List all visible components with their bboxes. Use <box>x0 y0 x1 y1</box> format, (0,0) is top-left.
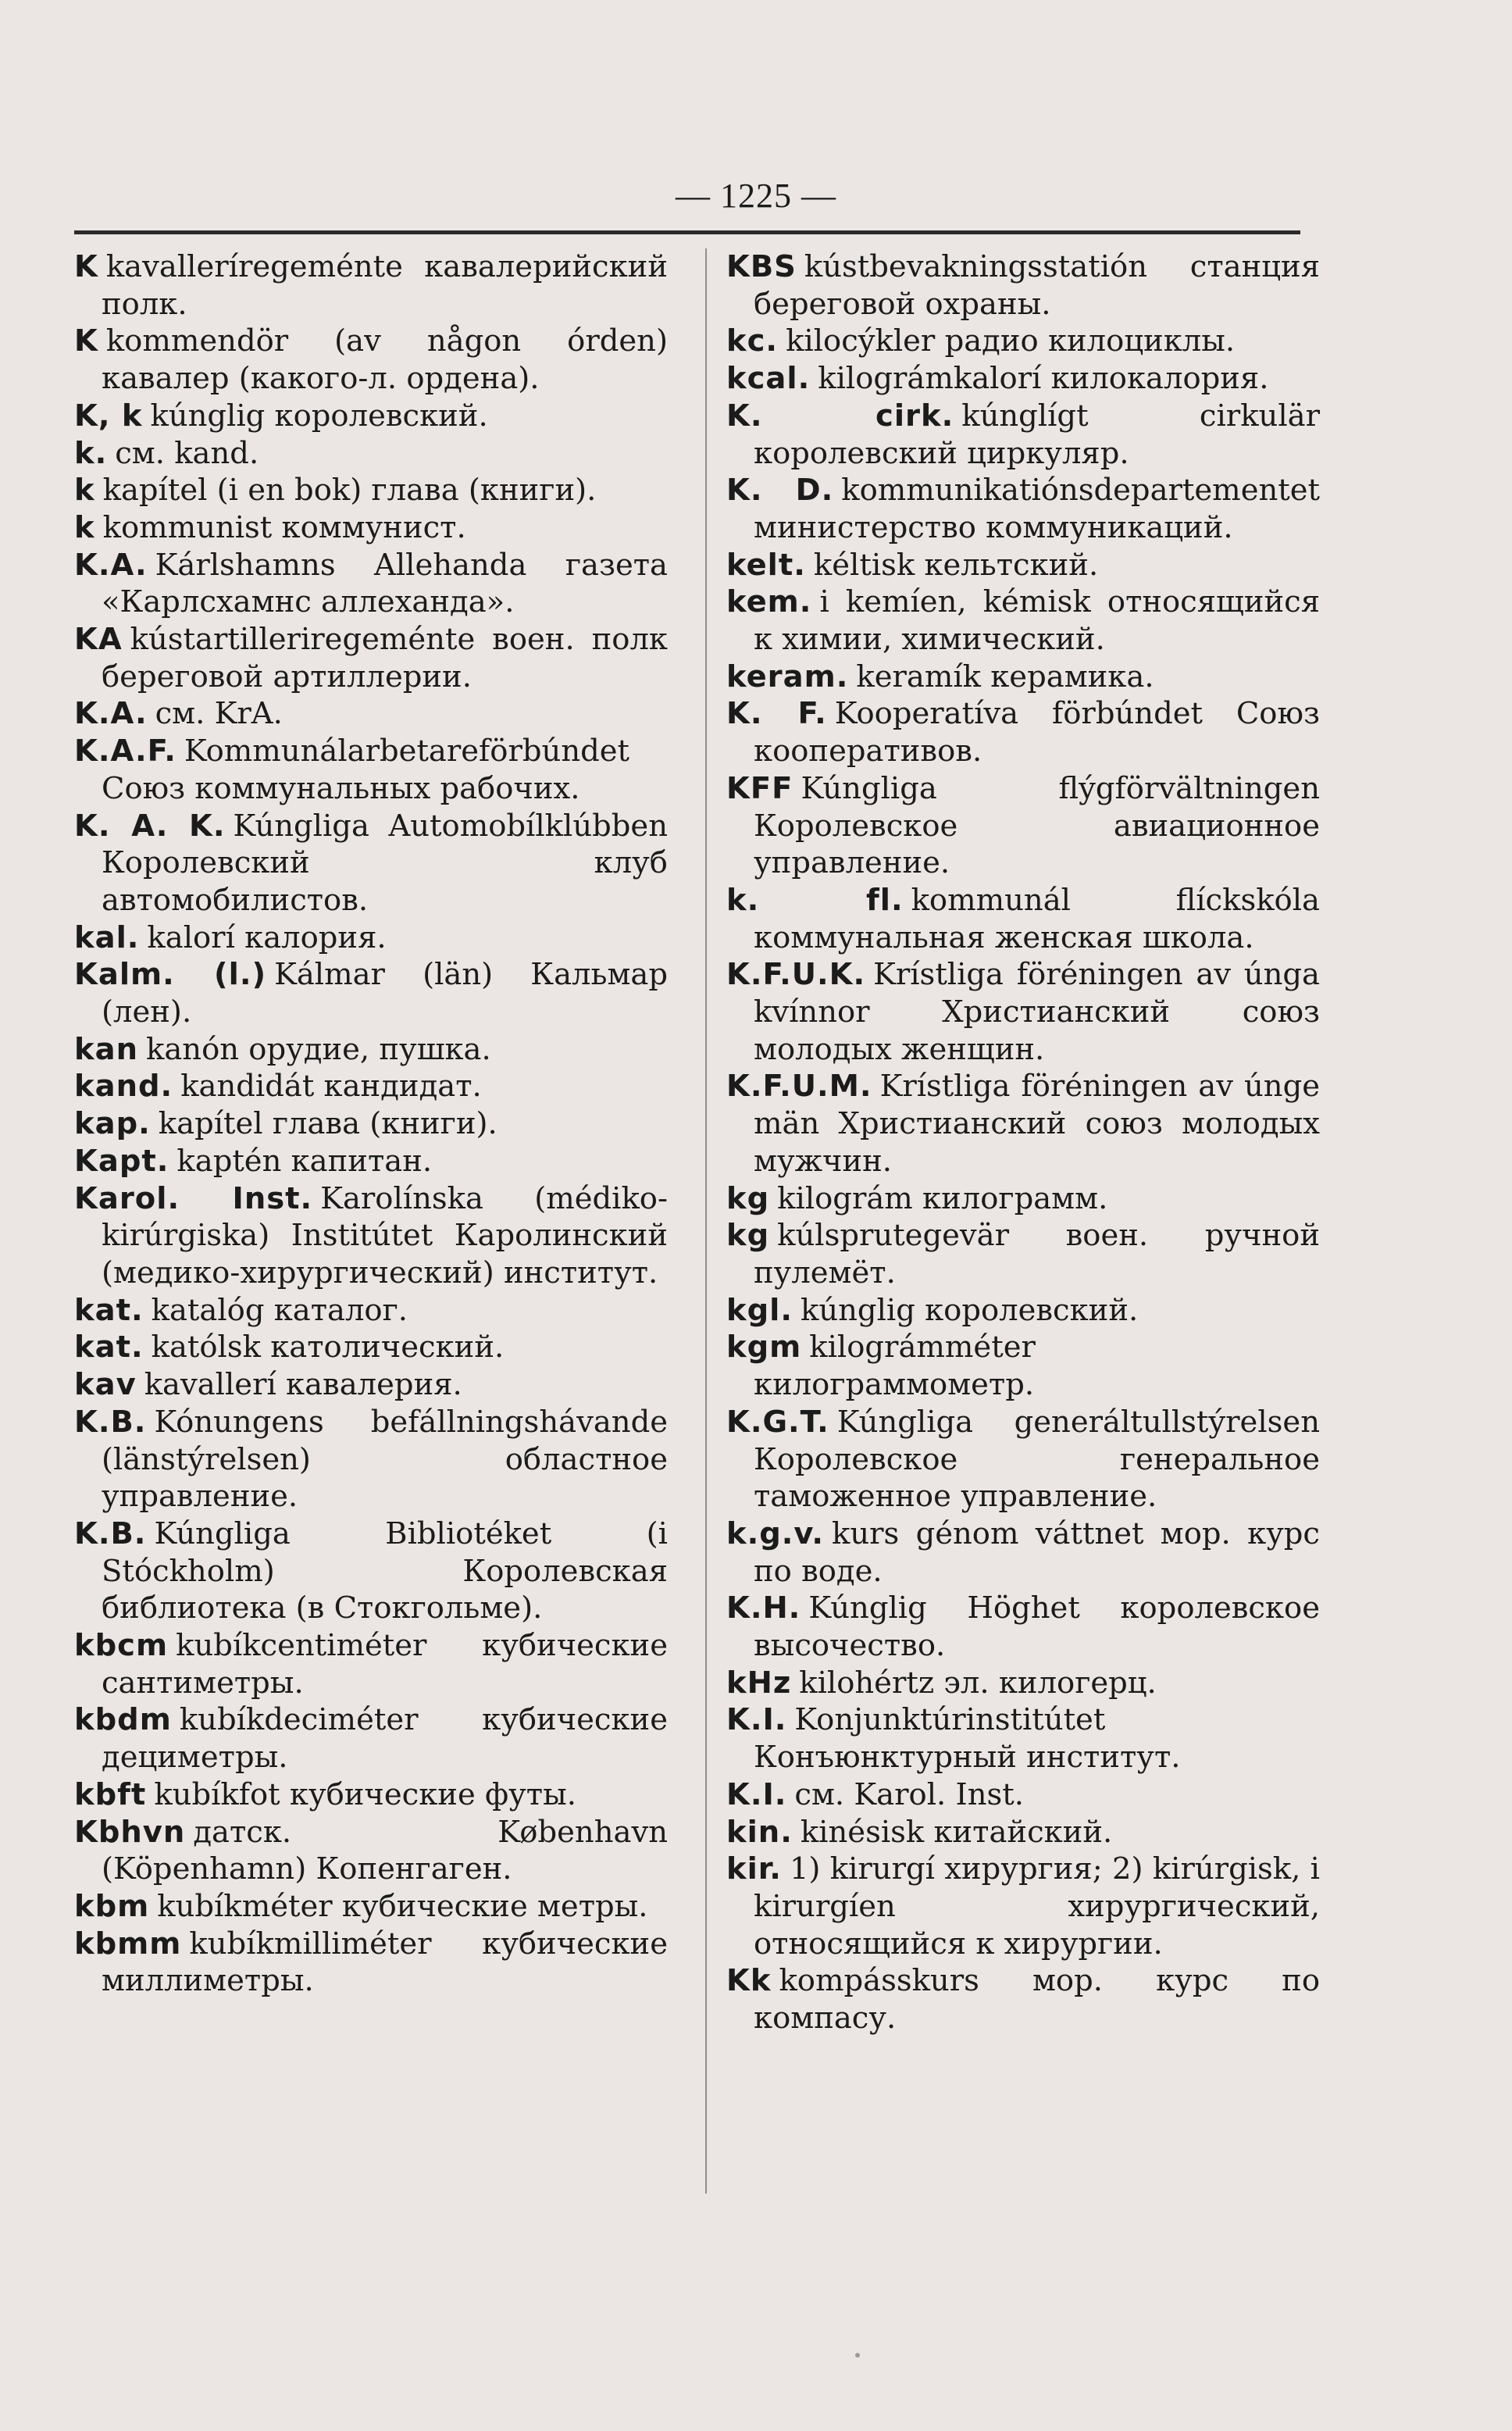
entry-definition: Karolínska (médiko-kirúrgiska) Institútet Каролинский (медико-хирургический) институт. <box>102 1180 668 1290</box>
dictionary-entry <box>74 1515 668 1627</box>
dictionary-entry <box>74 919 668 957</box>
entry-abbreviation: kal. <box>74 919 140 955</box>
entry-definition: kompásskurs мор. курс по компасу. <box>754 1963 1320 2037</box>
dictionary-entry <box>726 1665 1320 1702</box>
entry-definition: Kúnglig Höghet королевское высочество. <box>754 1590 1320 1664</box>
entry-definition: kilohértz эл. килогерц. <box>799 1665 1157 1701</box>
dictionary-entry <box>726 1329 1320 1403</box>
entry-abbreviation: kan <box>74 1031 138 1067</box>
dictionary-entry <box>74 509 668 547</box>
entry-abbreviation: Kk <box>726 1963 772 1999</box>
dictionary-entry <box>726 472 1320 546</box>
dictionary-entry <box>74 323 668 397</box>
entry-abbreviation: K.B. <box>74 1404 147 1440</box>
dictionary-entry <box>726 1590 1320 1664</box>
entry-abbreviation: kcal. <box>726 361 811 397</box>
dictionary-entry <box>74 621 668 695</box>
dictionary-entry <box>74 1105 668 1143</box>
entry-definition: kinésisk китайский. <box>800 1814 1113 1850</box>
dictionary-entry <box>726 360 1320 398</box>
entry-definition: kommunikatiónsdepartementet министерство коммуникаций. <box>754 473 1320 545</box>
dictionary-entry <box>74 1814 668 1888</box>
entry-abbreviation: k.g.v. <box>726 1515 824 1551</box>
entry-definition: kavalleríregeménte кавалерийский полк. <box>102 249 668 322</box>
dictionary-entry <box>74 1068 668 1105</box>
entry-abbreviation: K. F. <box>726 696 827 732</box>
dictionary-entry <box>726 248 1320 323</box>
entry-abbreviation: K.A.F. <box>74 734 177 769</box>
entry-definition: Kúngliga generáltullstýrelsen Королевское генеральное таможенное управление. <box>754 1404 1320 1515</box>
dictionary-entry <box>726 1292 1320 1330</box>
entry-definition: kommunál flíckskóla коммунальная женская школа. <box>754 882 1320 955</box>
entry-abbreviation: kav <box>74 1367 137 1403</box>
entry-definition: kommendör (av någon órden) кавалер (какого-л. ордена). <box>102 323 668 397</box>
dictionary-entry <box>726 1701 1320 1776</box>
entry-abbreviation: k <box>74 473 95 509</box>
entry-abbreviation: K.H. <box>726 1590 801 1626</box>
dictionary-entry <box>74 1031 668 1069</box>
entry-abbreviation: kin. <box>726 1814 793 1850</box>
dictionary-entry <box>74 547 668 621</box>
dictionary-entry <box>726 1776 1320 1814</box>
dictionary-entry <box>74 733 668 807</box>
dictionary-entry <box>726 1962 1320 2037</box>
dictionary-entry <box>74 956 668 1030</box>
dictionary-entry <box>74 1627 668 1701</box>
entry-definition: kaptén капитан. <box>177 1143 433 1179</box>
dictionary-entry <box>74 398 668 435</box>
entry-abbreviation: KA <box>74 622 123 658</box>
entry-definition: kéltisk кельтский. <box>813 547 1099 583</box>
entry-definition: Kónungens befállningshávande (länstýrelsen) областное управление. <box>102 1404 668 1515</box>
entry-definition: kapítel глава (книги). <box>158 1106 497 1142</box>
entry-abbreviation: kap. <box>74 1106 151 1142</box>
entry-abbreviation: Kalm. (l.) <box>74 957 267 993</box>
entry-abbreviation: kbdm <box>74 1702 172 1738</box>
dictionary-entry <box>726 1068 1320 1180</box>
entry-abbreviation: K.I. <box>726 1702 787 1738</box>
entry-abbreviation: K. A. K. <box>74 808 226 844</box>
dictionary-entry <box>74 695 668 733</box>
dictionary-entry <box>74 1926 668 2000</box>
entry-definition: katalóg каталог. <box>151 1292 408 1328</box>
entry-definition: Kúngliga Bibliotéket (i Stóckholm) Королевская библиотека (в Стокгольме). <box>102 1515 668 1626</box>
header-rule <box>74 230 1300 234</box>
entry-definition: Konjunktúrinstitútet Конъюнктурный институт. <box>754 1702 1181 1776</box>
entry-definition: 1) kirurgí хирургия; 2) kirúrgisk, i kirurgíen хирургический, относящийся к хирургии. <box>754 1851 1320 1962</box>
entry-definition: Kúngliga flýgförvältningen Королевское авиационное управление. <box>754 770 1320 881</box>
entry-definition: Kúngliga Automobílklúbben Королевский клуб автомобилистов. <box>102 808 668 918</box>
entry-definition: i kemíen, kémisk относящийся к химии, химический. <box>754 584 1320 658</box>
entry-definition: kapítel (i en bok) глава (книги). <box>102 473 597 509</box>
dictionary-entry <box>726 956 1320 1068</box>
entry-abbreviation: KFF <box>726 770 793 806</box>
entry-abbreviation: kbft <box>74 1776 147 1812</box>
entry-abbreviation: K.F.U.M. <box>726 1069 872 1105</box>
dictionary-entry <box>726 1217 1320 1291</box>
entry-abbreviation: K.A. <box>74 547 148 583</box>
entry-abbreviation: KBS <box>726 249 797 284</box>
entry-definition: Kommunálarbetareförbúndet Союз коммунальных рабочих. <box>102 734 630 806</box>
entry-definition: kilográmkalorí килокалория. <box>818 361 1269 397</box>
entry-abbreviation: K. cirk. <box>726 398 954 434</box>
entry-definition: katólsk католический. <box>151 1330 505 1365</box>
dictionary-entry <box>726 1814 1320 1851</box>
dictionary-entry <box>726 770 1320 882</box>
dictionary-entry <box>726 1180 1320 1218</box>
entry-definition: Kárlshamns Allehanda газета «Карлсхамнс аллеханда». <box>102 547 668 620</box>
entry-definition: kilográmméter килограммометр. <box>754 1330 1036 1403</box>
entry-abbreviation: kc. <box>726 323 779 359</box>
entry-definition: kústartilleriregeménte воен. полк береговой артиллерии. <box>102 622 668 694</box>
dictionary-entry <box>726 398 1320 472</box>
dictionary-entry <box>726 695 1320 769</box>
entry-definition: см. KrA. <box>155 696 283 732</box>
entry-abbreviation: kgl. <box>726 1292 793 1328</box>
dictionary-entry <box>74 1701 668 1776</box>
entry-definition: kubíkméter кубические метры. <box>157 1888 648 1924</box>
entry-abbreviation: kat. <box>74 1330 144 1365</box>
dictionary-entry <box>726 1515 1320 1590</box>
entry-abbreviation: K.B. <box>74 1515 147 1551</box>
entry-definition: kúnglig королевский. <box>150 398 488 434</box>
entry-definition: kubíkfot кубические футы. <box>154 1776 576 1812</box>
entry-abbreviation: K <box>74 323 98 359</box>
dictionary-entry <box>74 1329 668 1366</box>
entry-definition: kandidát кандидат. <box>180 1069 482 1105</box>
entry-definition: kurs génom váttnet мор. курс по воде. <box>754 1515 1320 1589</box>
entry-definition: kústbevakningsstatión станция береговой охраны. <box>754 249 1320 322</box>
entry-abbreviation: k. fl. <box>726 882 904 918</box>
entry-abbreviation: kg <box>726 1180 770 1216</box>
dictionary-entry <box>74 1888 668 1926</box>
dictionary-entry <box>726 1404 1320 1515</box>
entry-definition: датск. København (Köpenhamn) Копенгаген. <box>102 1814 668 1887</box>
entry-abbreviation: Kapt. <box>74 1143 169 1179</box>
entry-definition: kilográm килограмм. <box>777 1180 1108 1216</box>
dictionary-entry <box>74 1292 668 1330</box>
entry-abbreviation: K, k <box>74 398 143 434</box>
entry-abbreviation: kbm <box>74 1888 150 1924</box>
entry-definition: kubíkcentiméter кубические сантиметры. <box>102 1628 668 1701</box>
entry-abbreviation: kem. <box>726 584 812 620</box>
right-column <box>726 248 1320 2037</box>
entry-definition: Krístliga föréningen av únga kvínnor Христианский союз молодых женщин. <box>754 957 1320 1067</box>
dictionary-entry <box>74 808 668 919</box>
entry-abbreviation: kHz <box>726 1665 792 1701</box>
dictionary-entry <box>74 248 668 323</box>
entry-abbreviation: Kbhvn <box>74 1814 186 1850</box>
entry-definition: Kooperatíva förbúndet Союз кооперативов. <box>754 696 1320 769</box>
entry-definition: kubíkmilliméter кубические миллиметры. <box>102 1926 668 1999</box>
entry-abbreviation: kelt. <box>726 547 806 583</box>
column-divider <box>705 248 707 2194</box>
entry-definition: kanón орудие, пушка. <box>146 1031 491 1067</box>
entry-definition: Krístliga föréningen av únge män Христианский союз молодых мужчин. <box>754 1069 1320 1179</box>
entry-definition: см. kand. <box>115 435 259 471</box>
entry-definition: kúnglígt cirkulär королевский циркуляр. <box>754 398 1320 471</box>
entry-abbreviation: k <box>74 509 95 545</box>
entry-abbreviation: K. D. <box>726 473 834 509</box>
entry-definition: kavallerí кавалерия. <box>144 1367 462 1403</box>
page-number: — 1225 — <box>676 177 836 215</box>
dictionary-entry <box>726 882 1320 956</box>
entry-definition: kubíkdeciméter кубические дециметры. <box>102 1702 668 1776</box>
entry-abbreviation: kbmm <box>74 1926 182 1962</box>
entry-definition: kalorí калория. <box>147 919 387 955</box>
dictionary-entry <box>74 1404 668 1515</box>
entry-definition: kommunist коммунист. <box>102 509 466 545</box>
entry-abbreviation: Karol. Inst. <box>74 1180 313 1216</box>
dictionary-entry <box>74 1143 668 1180</box>
entry-definition: kúlsprutegevär воен. ручной пулемёт. <box>754 1218 1320 1290</box>
entry-definition: Kálmar (län) Кальмар (лен). <box>102 957 669 1030</box>
entry-abbreviation: K.G.T. <box>726 1404 829 1440</box>
dictionary-entry <box>726 1851 1320 1962</box>
entry-abbreviation: K.I. <box>726 1776 787 1812</box>
entry-abbreviation: K.F.U.K. <box>726 957 866 993</box>
entry-abbreviation: K <box>74 249 98 284</box>
entry-abbreviation: kir. <box>726 1851 782 1887</box>
entry-definition: kúnglig королевский. <box>801 1292 1139 1328</box>
dictionary-entry <box>726 584 1320 658</box>
entry-abbreviation: kgm <box>726 1330 802 1365</box>
entry-abbreviation: kg <box>726 1218 770 1254</box>
entry-abbreviation: k. <box>74 435 108 471</box>
dictionary-entry <box>74 1180 668 1292</box>
entry-abbreviation: K.A. <box>74 696 148 732</box>
dictionary-entry <box>74 435 668 473</box>
entry-abbreviation: kat. <box>74 1292 144 1328</box>
entry-definition: kilocýkler радио килоциклы. <box>786 323 1236 359</box>
dictionary-entry <box>726 547 1320 584</box>
entry-definition: см. Karol. Inst. <box>794 1776 1024 1812</box>
left-column <box>74 248 668 2000</box>
entry-abbreviation: keram. <box>726 659 849 694</box>
dictionary-entry <box>74 1776 668 1814</box>
dictionary-entry <box>74 1366 668 1404</box>
entry-abbreviation: kand. <box>74 1069 173 1105</box>
entry-abbreviation: kbcm <box>74 1628 169 1664</box>
entry-definition: keramík керамика. <box>856 659 1154 694</box>
dictionary-entry <box>74 472 668 509</box>
dictionary-entry <box>726 659 1320 696</box>
paper-speck <box>855 2353 860 2358</box>
dictionary-entry <box>726 323 1320 360</box>
